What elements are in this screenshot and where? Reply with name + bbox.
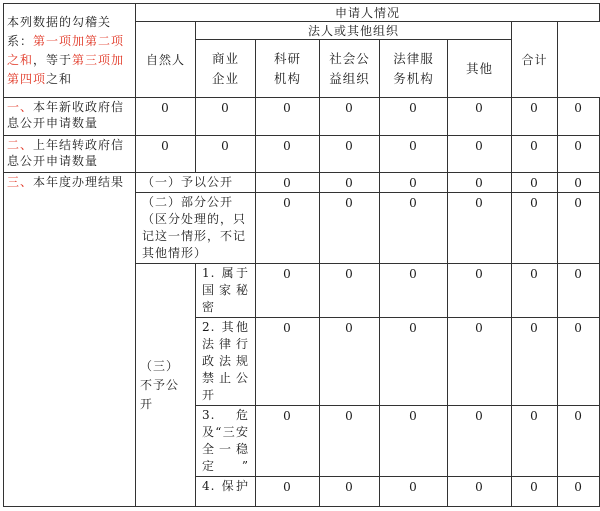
- cell: 0: [136, 98, 196, 136]
- cell: 0: [512, 98, 558, 136]
- cell: 0: [448, 173, 512, 193]
- cell: 0: [380, 318, 448, 406]
- cell: 0: [256, 173, 320, 193]
- cell: 0: [558, 406, 600, 477]
- cell: 0: [558, 193, 600, 264]
- cell: 0: [512, 193, 558, 264]
- col-business-label: 商业企业: [211, 50, 239, 86]
- row3-number: 三、: [7, 175, 34, 189]
- cell: 0: [320, 406, 380, 477]
- note-text-3: 之和: [46, 71, 73, 86]
- col-research-label: 科研机构: [273, 50, 301, 86]
- cell: 0: [558, 264, 600, 318]
- cell: 0: [512, 136, 558, 173]
- cell: 0: [320, 477, 380, 507]
- col-social: [320, 40, 380, 98]
- col-legal: [380, 40, 448, 98]
- cell: 0: [558, 173, 600, 193]
- cell: 0: [320, 318, 380, 406]
- legal-entity-header: 法人或其他组织: [196, 22, 512, 40]
- row3-label: 本年度办理结果: [33, 175, 125, 189]
- note-highlight-2: 第三项加第四项: [7, 52, 125, 86]
- sub-partially-disclosed: （二）部分公开（区分处理的，只记这一情形，不记其他情形）: [136, 193, 256, 264]
- cell: 0: [512, 264, 558, 318]
- cell: 0: [256, 406, 320, 477]
- cell: 0: [256, 318, 320, 406]
- reason-prohibited-by-law: 2. 其他法律行政法规禁止公开: [196, 318, 256, 406]
- applicant-header: 申请人情况: [136, 4, 600, 22]
- col-other: 其他: [448, 40, 512, 98]
- col-total: 合计: [512, 22, 558, 98]
- cell: 0: [136, 136, 196, 173]
- cell: 0: [320, 264, 380, 318]
- cell: 0: [448, 264, 512, 318]
- cell: 0: [448, 318, 512, 406]
- cell: 0: [380, 264, 448, 318]
- cell: 0: [380, 98, 448, 136]
- row1-number: 一、: [7, 100, 34, 114]
- reason-protection: 4. 保护: [196, 477, 256, 507]
- cell: 0: [320, 173, 380, 193]
- cell: 0: [448, 193, 512, 264]
- cell: 0: [256, 193, 320, 264]
- cell: 0: [558, 318, 600, 406]
- cell: 0: [448, 477, 512, 507]
- note-text-2: ，等于: [33, 52, 73, 67]
- cell: 0: [256, 136, 320, 173]
- col-social-label: 社会公益组织: [329, 50, 370, 86]
- row-carried-over: [4, 136, 136, 173]
- col-research: [256, 40, 320, 98]
- cell: 0: [320, 136, 380, 173]
- col-legal-label: 法律服务机构: [393, 50, 434, 86]
- cell: 0: [512, 318, 558, 406]
- sub-not-disclosed: （三）不予公开: [136, 264, 196, 507]
- row2-number: 二、: [7, 138, 34, 152]
- cell: 0: [380, 173, 448, 193]
- reconciliation-note: [4, 4, 136, 98]
- cell: 0: [380, 477, 448, 507]
- cell: 0: [512, 477, 558, 507]
- cell: 0: [448, 406, 512, 477]
- reason-state-secret: 1. 属于国家秘密: [196, 264, 256, 318]
- cell: 0: [320, 98, 380, 136]
- reason-three-securities: 3. 危及“三安全一稳定”: [196, 406, 256, 477]
- cell: 0: [558, 477, 600, 507]
- row-processing-results: [4, 173, 136, 507]
- cell: 0: [448, 98, 512, 136]
- cell: 0: [196, 136, 256, 173]
- cell: 0: [256, 264, 320, 318]
- row1-label: 本年新收政府信息公开申请数量: [7, 100, 125, 130]
- cell: 0: [558, 98, 600, 136]
- col-business: [196, 40, 256, 98]
- cell: 0: [380, 406, 448, 477]
- government-info-disclosure-table: [3, 3, 600, 507]
- cell: 0: [320, 193, 380, 264]
- cell: 0: [256, 477, 320, 507]
- row-new-applications: [4, 98, 136, 136]
- sub-disclosed: （一）予以公开: [136, 173, 256, 193]
- note-text-1: 本列数据的勾稽关系：: [7, 14, 112, 48]
- cell: 0: [196, 98, 256, 136]
- cell: 0: [448, 136, 512, 173]
- cell: 0: [512, 406, 558, 477]
- note-highlight-1: 第一项加第二项之和: [7, 33, 125, 67]
- col-natural-person: 自然人: [136, 22, 196, 98]
- cell: 0: [380, 136, 448, 173]
- cell: 0: [558, 136, 600, 173]
- row2-label: 上年结转政府信息公开申请数量: [7, 138, 125, 168]
- cell: 0: [512, 173, 558, 193]
- cell: 0: [256, 98, 320, 136]
- cell: 0: [380, 193, 448, 264]
